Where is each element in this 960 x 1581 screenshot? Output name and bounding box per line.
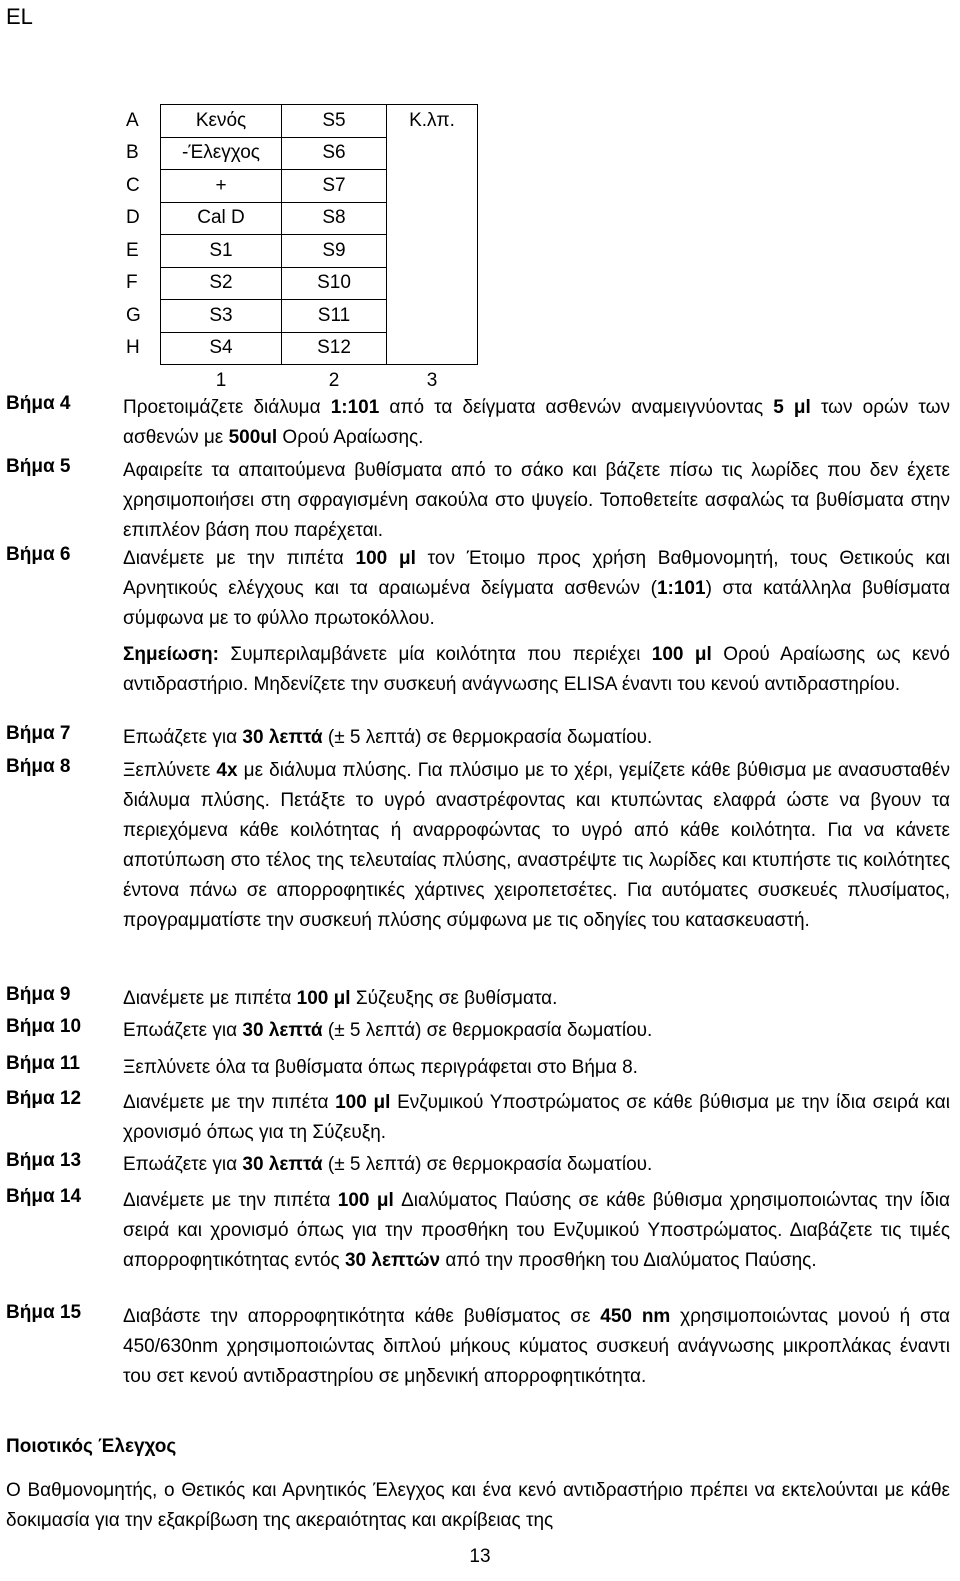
step-text: Αφαιρείτε τα απαιτούμενα βυθίσματα από το σάκο και βάζετε πίσω τις λωρίδες που δεν έχετε χρησιμοποιήσει στη σφραγισμένη σακούλα στο ψυγείο. Τοποθετείτε ασφαλώς τα βυθίσματα στην επιπλέον βάση που παρέχεται. bbox=[123, 460, 950, 541]
plate-row bbox=[118, 300, 478, 333]
step-label: Βήμα 10 bbox=[6, 1016, 82, 1037]
step-text: Διανέμετε με την πιπέτα 100 μl τον Έτοιμο προς χρήση Βαθμονομητή, τους Θετικούς και Αρνητικούς ελέγχους και τα αραιωμένα δείγματα ασθενών (1:101) στα κατάλληλα βυθίσματα σύμφωνα με το φύλλο πρωτοκόλλου. bbox=[123, 548, 950, 629]
step-text: Ξεπλύνετε 4x με διάλυμα πλύσης. Για πλύσιμο με το χέρι, γεμίζετε κάθε βύθισμα με ανασυσταθέν διάλυμα πλύσης. Πετάξτε το υγρό αναστρέφοντας και κτυπώντας ελαφρά ώστε να βγουν τα περιεχόμενα κάθε κοιλότητας ή αναρροφώντας το υγρό από κάθε κοιλότητα. Για να κάνετε αποτύπωση στο τέλος της τελευταίας πλύσης, αναστρέψτε τις λωρίδες και κτυπήστε τις κοιλότητες έντονα πάνω σε απορροφητικές χάρτινες χειροπετσέτες. Για αυτόματες συσκευές πλυσίματος, προγραμματίστε την συσκευή πλύσης σύμφωνα με τις οδηγίες του κατασκευαστή. bbox=[123, 760, 950, 931]
step-label: Βήμα 13 bbox=[6, 1150, 82, 1171]
well-cell bbox=[387, 137, 478, 170]
step-label: Βήμα 4 bbox=[6, 393, 71, 414]
plate-row bbox=[118, 332, 478, 365]
well-cell: S1 bbox=[161, 235, 282, 268]
step-label: Βήμα 12 bbox=[6, 1088, 82, 1109]
well-cell: S10 bbox=[282, 267, 387, 300]
step-text: Ξεπλύνετε όλα τα βυθίσματα όπως περιγράφεται στο Βήμα 8. bbox=[123, 1057, 638, 1078]
step-13 bbox=[6, 1150, 950, 1180]
step-label: Βήμα 6 bbox=[6, 544, 71, 565]
plate-row bbox=[118, 170, 478, 203]
well-cell: Κενός bbox=[161, 105, 282, 138]
step-label: Βήμα 11 bbox=[6, 1053, 80, 1074]
step-text: Διανέμετε με την πιπέτα 100 μl Διαλύματος Παύσης σε κάθε βύθισμα χρησιμοποιώντας την ίδια σειρά και χρονισμό όπως για την προσθήκη του Ενζυμικού Υποστρώματος. Διαβάζετε τις τιμές απορροφητικότητας εντός 30 λεπτών από την προσθήκη του Διαλύματος Παύσης. bbox=[123, 1190, 950, 1271]
step-11 bbox=[6, 1053, 950, 1083]
step-text: Επωάζετε για 30 λεπτά (± 5 λεπτά) σε θερμοκρασία δωματίου. bbox=[123, 727, 653, 748]
step-label: Βήμα 7 bbox=[6, 723, 71, 744]
step-text: Επωάζετε για 30 λεπτά (± 5 λεπτά) σε θερμοκρασία δωματίου. bbox=[123, 1154, 653, 1175]
well-cell: Cal D bbox=[161, 202, 282, 235]
row-label: B bbox=[126, 142, 139, 164]
step-10 bbox=[6, 1016, 950, 1046]
well-cell bbox=[387, 202, 478, 235]
well-cell: S3 bbox=[161, 300, 282, 333]
language-code: EL bbox=[6, 4, 33, 29]
step-12 bbox=[6, 1088, 950, 1148]
column-number: 1 bbox=[215, 369, 227, 391]
step-text: Διανέμετε με την πιπέτα 100 μl Ενζυμικού Υποστρώματος σε κάθε βύθισμα με την ίδια σειρά και χρονισμό όπως για τη Σύζευξη. bbox=[123, 1092, 950, 1143]
step-8 bbox=[6, 756, 950, 936]
step-text: Επωάζετε για 30 λεπτά (± 5 λεπτά) σε θερμοκρασία δωματίου. bbox=[123, 1020, 653, 1041]
step-text: Προετοιμάζετε διάλυμα 1:101 από τα δείγματα ασθενών αναμειγνύοντας 5 μl των ορών των ασθενών με 500ul Ορού Αραίωσης. bbox=[123, 397, 951, 448]
step-15 bbox=[6, 1302, 950, 1392]
step-text: Διαβάστε την απορροφητικότητα κάθε βυθίσματος σε 450 nm χρησιμοποιώντας μονού ή στα 450/630nm χρησιμοποιώντας διπλού μήκους κύματος συσκευή ανάγνωσης μικροπλάκας έναντι του σετ κενού αντιδραστηρίου σε μηδενική απορροφητικότητα. bbox=[123, 1306, 950, 1387]
step-label: Βήμα 9 bbox=[6, 984, 71, 1005]
step-label: Βήμα 15 bbox=[6, 1302, 82, 1323]
row-label: H bbox=[126, 337, 140, 359]
row-label: A bbox=[126, 109, 139, 131]
well-cell: S8 bbox=[282, 202, 387, 235]
step-5 bbox=[6, 456, 950, 546]
well-cell bbox=[387, 332, 478, 365]
well-cell bbox=[387, 300, 478, 333]
well-cell: S6 bbox=[282, 137, 387, 170]
step-6 bbox=[6, 544, 950, 700]
step-label: Βήμα 14 bbox=[6, 1186, 82, 1207]
row-label: E bbox=[126, 239, 139, 261]
well-cell: S2 bbox=[161, 267, 282, 300]
plate-row bbox=[118, 137, 478, 170]
section-heading: Ποιοτικός Έλεγχος bbox=[6, 1436, 177, 1457]
step-4 bbox=[6, 393, 950, 453]
well-cell: S9 bbox=[282, 235, 387, 268]
well-cell: -Έλεγχος bbox=[161, 137, 282, 170]
step-9 bbox=[6, 984, 950, 1014]
well-cell: + bbox=[161, 170, 282, 203]
column-number: 2 bbox=[328, 369, 340, 391]
row-label: F bbox=[126, 272, 138, 294]
well-cell: Κ.λπ. bbox=[387, 105, 478, 138]
step-label: Βήμα 5 bbox=[6, 456, 71, 477]
plate-row bbox=[118, 202, 478, 235]
well-cell: S4 bbox=[161, 332, 282, 365]
step-label: Βήμα 8 bbox=[6, 756, 71, 777]
well-cell: S11 bbox=[282, 300, 387, 333]
plate-layout-table bbox=[118, 104, 478, 397]
well-cell bbox=[387, 170, 478, 203]
page-number: 13 bbox=[469, 1546, 491, 1567]
well-cell: S7 bbox=[282, 170, 387, 203]
plate-row bbox=[118, 235, 478, 268]
step-note: Σημείωση: Συμπεριλαμβάνετε μία κοιλότητα που περιέχει 100 μl Ορού Αραίωσης ως κενό αντιδραστήριο. Μηδενίζετε την συσκευή ανάγνωσης ELISA έναντι του κενού αντιδραστηρίου. bbox=[123, 644, 951, 695]
well-cell: S12 bbox=[282, 332, 387, 365]
section-paragraph: Ο Βαθμονομητής, ο Θετικός και Αρνητικός Έλεγχος και ένα κενό αντιδραστήριο πρέπει να εκτελούνται με κάθε δοκιμασία για την εξακρίβωση της ακεραιότητας και ακρίβειας της bbox=[6, 1480, 950, 1531]
well-cell bbox=[387, 267, 478, 300]
column-numbers bbox=[118, 365, 478, 397]
column-number: 3 bbox=[426, 369, 438, 391]
row-label: D bbox=[126, 207, 140, 229]
step-7 bbox=[6, 723, 950, 753]
row-label: C bbox=[126, 174, 140, 196]
step-14 bbox=[6, 1186, 950, 1276]
plate-row bbox=[118, 267, 478, 300]
well-cell bbox=[387, 235, 478, 268]
step-text: Διανέμετε με πιπέτα 100 μl Σύζευξης σε βυθίσματα. bbox=[123, 988, 558, 1009]
row-label: G bbox=[126, 304, 141, 326]
plate-row bbox=[118, 105, 478, 138]
well-cell: S5 bbox=[282, 105, 387, 138]
